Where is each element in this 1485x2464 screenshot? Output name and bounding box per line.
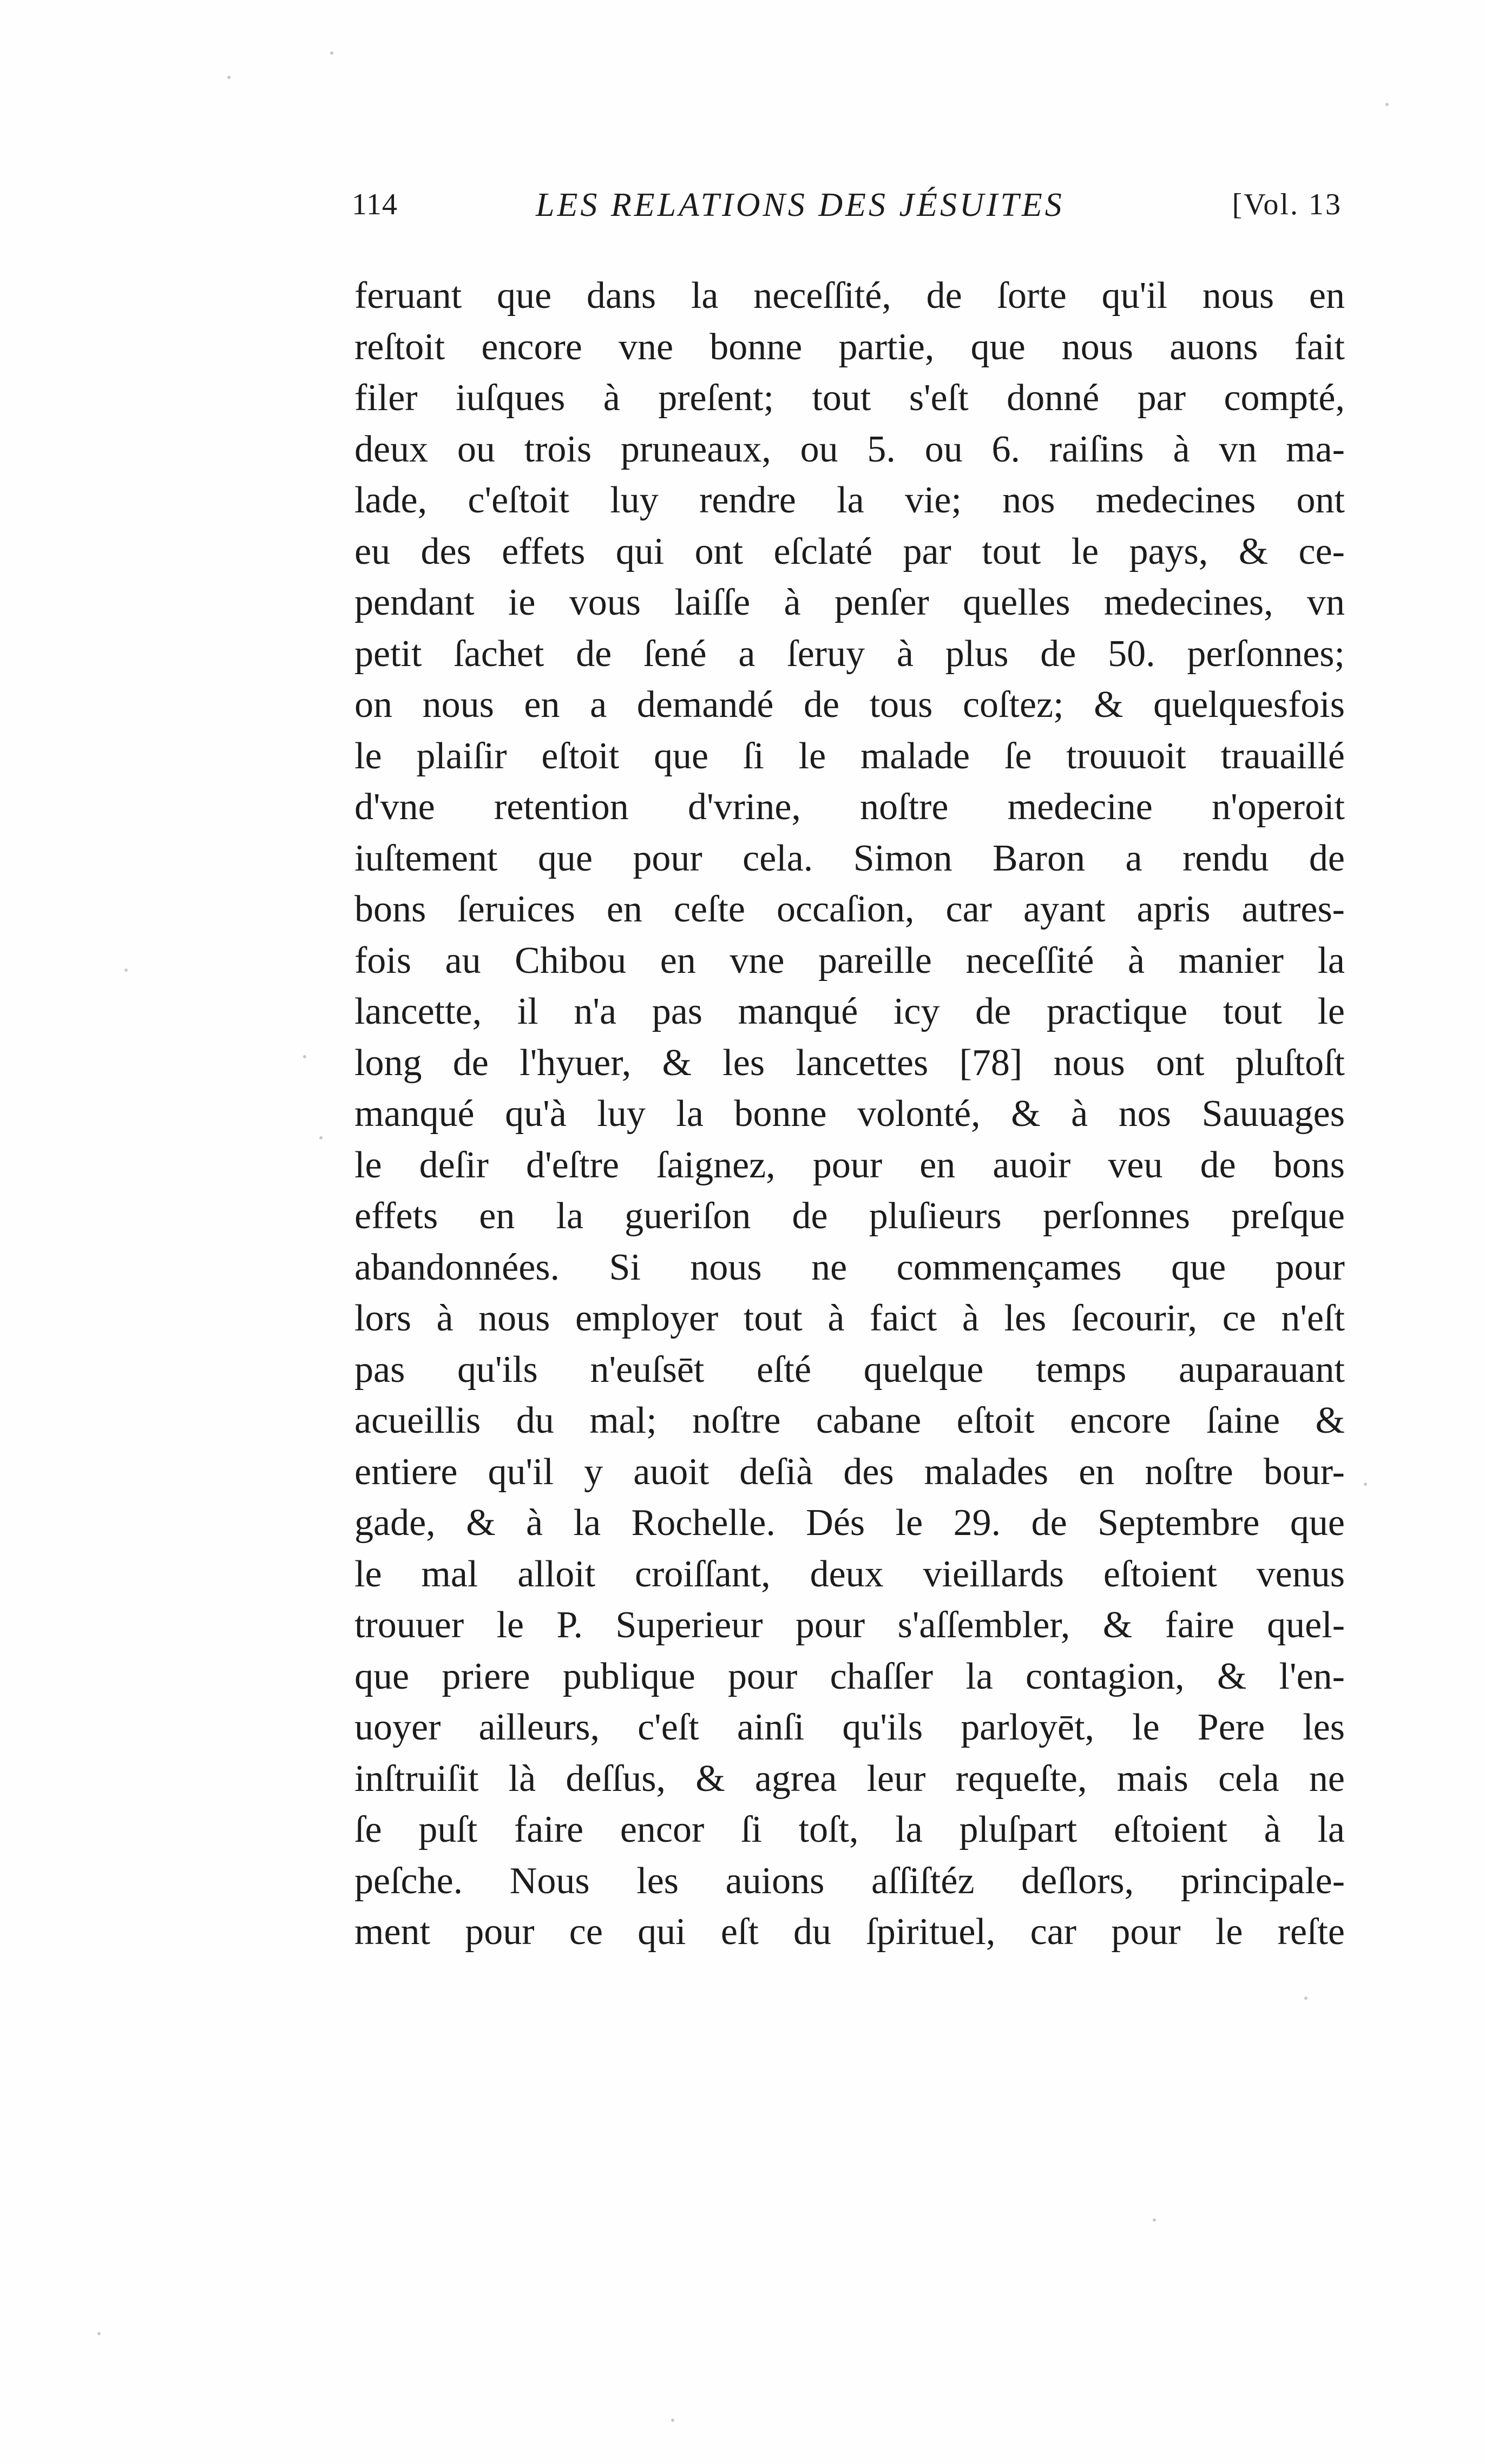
page-number: 114 [352, 188, 398, 221]
text-line: manqué qu'à luy la bonne volonté, & à nos Sauuages [354, 1093, 1345, 1135]
scan-speck [97, 2332, 101, 2335]
text-line: le plaiſir eſtoit que ſi le malade ſe trouuoit trauaillé [354, 735, 1345, 777]
scan-speck [124, 969, 128, 972]
text-line: deux ou trois pruneaux, ou 5. ou 6. raiſins à vn ma- [354, 428, 1345, 470]
scan-speck [671, 2419, 674, 2422]
text-line: acueillis du mal; noſtre cabane eſtoit encore ſaine & [354, 1400, 1345, 1441]
scan-speck [1304, 1997, 1307, 2000]
body-text [354, 271, 1345, 1958]
scan-speck [319, 1136, 323, 1139]
text-line: inſtruiſit là deſſus, & agrea leur requeſte, mais cela ne [354, 1757, 1345, 1800]
text-line: lade, c'eſtoit luy rendre la vie; nos medecines ont [354, 479, 1345, 521]
text-line: feruant que dans la neceſſité, de ſorte qu'il nous en [354, 275, 1345, 317]
scan-speck [227, 76, 231, 79]
text-line: lancette, il n'a pas manqué icy de practique tout le [354, 991, 1345, 1032]
text-line: pas qu'ils n'euſsēt eſté quelque temps auparauant [354, 1348, 1345, 1391]
scan-speck [1364, 1483, 1367, 1486]
scan-speck [1385, 103, 1389, 106]
text-line: le deſir d'eſtre ſaignez, pour en auoir veu de bons [354, 1144, 1345, 1186]
text-line: on nous en a demandé de tous coſtez; & quelquesfois [354, 684, 1345, 726]
running-header [352, 184, 1342, 233]
scan-speck [1153, 2218, 1156, 2222]
text-line: long de l'hyuer, & les lancettes [78] nous ont pluſtoſt [354, 1042, 1345, 1084]
text-line: filer iuſques à preſent; tout s'eſt donné par compté, [354, 377, 1345, 419]
text-line: eu des effets qui ont eſclaté par tout le pays, & ce- [354, 530, 1345, 572]
text-line: le mal alloit croiſſant, deux vieillards eſtoient venus [354, 1553, 1345, 1595]
text-line: reſtoit encore vne bonne partie, que nous auons fait [354, 326, 1345, 368]
text-line: gade, & à la Rochelle. Dés le 29. de Septembre que [354, 1502, 1345, 1544]
text-line: d'vne retention d'vrine, noſtre medecine n'operoit [354, 786, 1345, 828]
text-line: lors à nous employer tout à faict à les ſecourir, ce n'eſt [354, 1297, 1345, 1339]
text-line: pendant ie vous laiſſe à penſer quelles medecines, vn [354, 582, 1345, 623]
text-line: entiere qu'il y auoit deſià des malades en noſtre bour- [354, 1451, 1345, 1493]
text-line: fois au Chibou en vne pareille neceſſité à manier la [354, 939, 1345, 981]
text-line: bons ſeruices en ceſte occaſion, car ayant apris autres- [354, 888, 1345, 930]
text-line: effets en la gueriſon de pluſieurs perſonnes preſque [354, 1195, 1345, 1237]
text-line: petit ſachet de ſené a ſeruy à plus de 50. perſonnes; [354, 633, 1345, 675]
text-line: uoyer ailleurs, c'eſt ainſi qu'ils parloyēt, le Pere les [354, 1707, 1345, 1748]
text-line: ment pour ce qui eſt du ſpirituel, car pour le reſte [354, 1911, 1345, 1953]
text-line: abandonnées. Si nous ne commençames que pour [354, 1246, 1345, 1288]
scan-speck [303, 1055, 306, 1058]
volume-label: [Vol. 13 [1232, 188, 1342, 221]
text-line: que priere publique pour chaſſer la contagion, & l'en- [354, 1655, 1345, 1697]
text-line: iuſtement que pour cela. Simon Baron a rendu de [354, 837, 1345, 879]
text-line: trouuer le P. Superieur pour s'aſſembler, & faire quel- [354, 1604, 1345, 1646]
running-title: LES RELATIONS DES JÉSUITES [536, 187, 1065, 223]
text-line: ſe puſt faire encor ſi toſt, la pluſpart eſtoient à la [354, 1809, 1345, 1850]
scan-speck [330, 51, 333, 55]
text-line: peſche. Nous les auions aſſiſtéz deſlors, principale- [354, 1860, 1345, 1902]
